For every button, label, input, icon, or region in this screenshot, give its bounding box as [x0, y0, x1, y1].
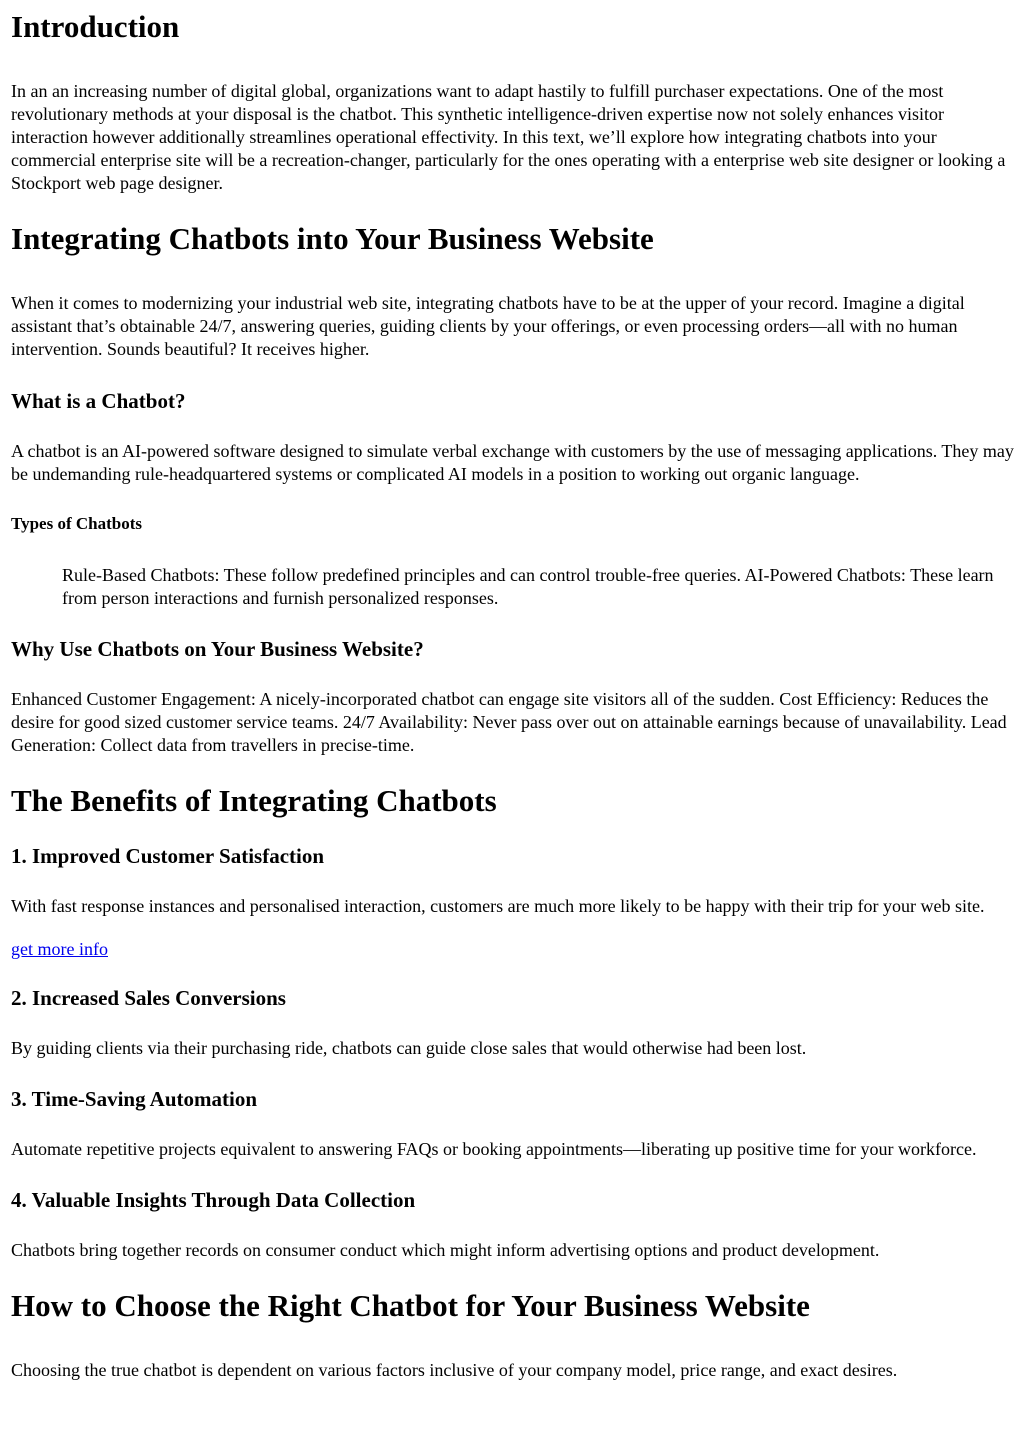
benefit-1-heading: 1. Improved Customer Satisfaction: [11, 844, 325, 868]
intro-paragraph: In an an increasing number of digital global, organizations want to adapt hastily to fulfill purchaser expectations. One of the most revolutionary methods at your disposal is the chatbot. This synthetic intelligence-driven expertise now not solely enhances visitor interaction however additionally streamlines operational effectivity. In this text, we’ll explore how integrating chatbots into your commercial enterprise site will be a recreation-changer, particularly for the ones operating with a enterprise web site designer or looking a Stockport web page designer.: [11, 81, 1006, 193]
benefit-3-heading: 3. Time-Saving Automation: [11, 1087, 258, 1111]
types-heading: Types of Chatbots: [11, 514, 142, 533]
intro-heading: Introduction: [11, 9, 180, 44]
get-more-info-link[interactable]: get more info: [11, 939, 108, 959]
more-info-line: [11, 938, 1015, 961]
integrating-paragraph: When it comes to modernizing your industrial web site, integrating chatbots have to be at the upper of your record. Imagine a digital assistant that’s obtainable 24/7, answering queries, guiding clients by your offerings, or even processing orders—all with no human intervention. Sounds beautiful? It receives higher.: [11, 293, 965, 359]
types-list-item: Rule-Based Chatbots: These follow predefined principles and can control trouble-free queries. AI-Powered Chatbots: These learn from person interactions and furnish personalized responses.: [62, 565, 994, 608]
benefit-3-paragraph: Automate repetitive projects equivalent to answering FAQs or booking appointments—liberating up positive time for your workforce.: [11, 1139, 977, 1159]
what-is-chatbot-heading: What is a Chatbot?: [11, 389, 186, 413]
what-is-chatbot-paragraph: A chatbot is an AI-powered software designed to simulate verbal exchange with customers by the use of messaging applications. They may be undemanding rule-headquartered systems or complicated AI models in a position to working out organic language.: [11, 441, 1014, 484]
benefit-4-heading: 4. Valuable Insights Through Data Collection: [11, 1188, 416, 1212]
why-paragraph: Enhanced Customer Engagement: A nicely-incorporated chatbot can engage site visitors all of the sudden. Cost Efficiency: Reduces the desire for good sized customer service teams. 24/7 Availability: Never pass over out on attainable earnings because of unavailability. Lead Generation: Collect data from travellers in precise-time.: [11, 689, 1007, 755]
why-heading: Why Use Chatbots on Your Business Website?: [11, 637, 424, 661]
choose-paragraph: Choosing the true chatbot is dependent on various factors inclusive of your company model, price range, and exact desires.: [11, 1360, 898, 1380]
types-list: [62, 564, 1015, 610]
benefits-heading: The Benefits of Integrating Chatbots: [11, 783, 497, 818]
benefit-1-paragraph: With fast response instances and personalised interaction, customers are much more likely to be happy with their trip for your web site.: [11, 896, 985, 916]
article: [0, 9, 1024, 1382]
benefit-2-paragraph: By guiding clients via their purchasing ride, chatbots can guide close sales that would otherwise had been lost.: [11, 1038, 807, 1058]
benefit-2-heading: 2. Increased Sales Conversions: [11, 986, 286, 1010]
integrating-heading: Integrating Chatbots into Your Business Website: [11, 221, 654, 256]
benefit-4-paragraph: Chatbots bring together records on consumer conduct which might inform advertising options and product development.: [11, 1240, 880, 1260]
choose-heading: How to Choose the Right Chatbot for Your Business Website: [11, 1288, 810, 1323]
